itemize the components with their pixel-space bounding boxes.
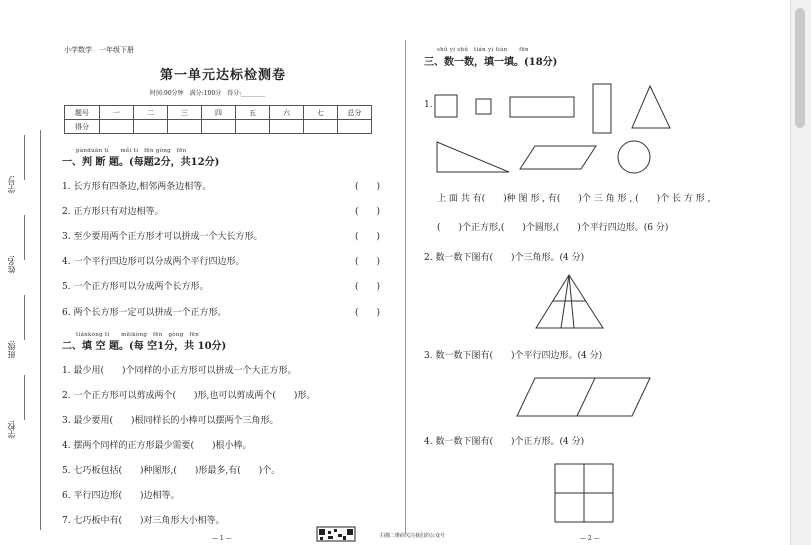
score-cell: 五 <box>236 106 270 120</box>
score-cell: 总分 <box>338 106 372 120</box>
section2-title: 二、填 空 题。(每 空1分，共 10分) <box>62 341 227 352</box>
square-shape <box>476 99 491 114</box>
exam-meta: 时间:90分钟 满分:100分 得分:________ <box>150 90 266 97</box>
score-cell: 四 <box>202 106 236 120</box>
score-cell: 二 <box>134 106 168 120</box>
side-label-student-id: 学号: <box>7 175 16 194</box>
section1-title: 一、判 断 题。(每题2分，共12分) <box>62 157 220 168</box>
answer-blank[interactable]: ( ) <box>355 182 381 192</box>
parallelogram-figure-line <box>577 378 595 416</box>
q1-number: 1. <box>424 100 433 110</box>
circle-shape <box>618 141 650 173</box>
q1-line2: ( )个正方形,( )个圆形,( )个平行四边形。(6 分) <box>437 223 669 233</box>
section3-pinyin: shǔ yi shǔ tián yi tián fēn <box>437 47 529 53</box>
fill-item-3: 3. 最少要用( )根同样长的小棒可以摆两个三角形。 <box>62 416 279 426</box>
fill-item-1: 1. 最少用( )个同样的小正方形可以拼成一个大正方形。 <box>62 366 297 376</box>
fill-item-4: 4. 摆两个同样的正方形最少需要( )根小棒。 <box>62 441 252 451</box>
fill-item-7: 7. 七巧板中有( )对三角形大小相等。 <box>62 516 225 526</box>
fill-item-2: 2. 一个正方形可以剪成两个( )形,也可以剪成两个( )形。 <box>62 391 316 401</box>
subject-label: 小学数学 一年级下册 <box>64 46 134 54</box>
score-cell: 一 <box>100 106 134 120</box>
judge-item-3: 3. 至少要用两个正方形才可以拼成一个大长方形。 <box>62 232 263 242</box>
section2-pinyin: tiánkòng tí měikòng fēn gòng fēn <box>76 332 200 338</box>
page-number-left: — 1 — <box>212 535 232 542</box>
judge-item-5: 5. 一个正方形可以分成两个长方形。 <box>62 282 209 292</box>
judge-item-6: 6. 两个长方形一定可以拼成一个正方形。 <box>62 308 227 318</box>
page-title: 第一单元达标检测卷 <box>160 68 287 83</box>
parallelogram-figure <box>517 378 650 416</box>
section1-pinyin: pànduàn tí měi tí fēn gòng fēn <box>76 148 187 154</box>
q1-line1: 上 面 共 有( )种 图 形 , 有( )个 三 角 形 , ( )个 长 方 形 , <box>437 194 711 204</box>
score-cell: 六 <box>270 106 304 120</box>
answer-blank[interactable]: ( ) <box>355 207 381 217</box>
rectangle-shape <box>593 84 611 133</box>
page-number-right: — 2 — <box>580 535 600 542</box>
q3-text: 3. 数一数下图有( )个平行四边形。(4 分) <box>424 351 603 361</box>
section3-title: 三、数一数，填一填。(18分) <box>424 57 558 68</box>
side-label-name: 姓名: <box>7 255 16 274</box>
parallelogram-shape <box>520 146 596 169</box>
score-cell: 得分 <box>65 120 100 134</box>
rectangle-shape <box>510 97 574 117</box>
scan-text: 扫描二维码关注我们的公众号 <box>380 533 446 539</box>
judge-item-4: 4. 一个平行四边形可以分成两个平行四边形。 <box>62 257 245 267</box>
judge-item-1: 1. 长方形有四条边,相邻两条边相等。 <box>62 182 212 192</box>
answer-blank[interactable]: ( ) <box>355 232 381 242</box>
q2-text: 2. 数一数下图有( )个三角形。(4 分) <box>424 253 585 263</box>
side-label-class: 班级: <box>7 340 16 359</box>
fill-item-5: 5. 七巧板包括( )种图形,( )形最多,有( )个。 <box>62 466 281 476</box>
score-cell: 七 <box>304 106 338 120</box>
fill-item-6: 6. 平行四边形( )边相等。 <box>62 491 180 501</box>
q4-text: 4. 数一数下图有( )个正方形。(4 分) <box>424 437 585 447</box>
score-cell: 题号 <box>65 106 100 120</box>
answer-blank[interactable]: ( ) <box>355 308 381 318</box>
judge-item-2: 2. 正方形只有对边相等。 <box>62 207 164 217</box>
answer-blank[interactable]: ( ) <box>355 282 381 292</box>
triangle-shape <box>632 86 670 128</box>
square-shape <box>435 95 457 117</box>
score-cell: 三 <box>168 106 202 120</box>
answer-blank[interactable]: ( ) <box>355 257 381 267</box>
side-label-school: 学校: <box>7 420 16 439</box>
qr-code-icon <box>317 527 355 541</box>
right-triangle-shape <box>437 142 509 172</box>
